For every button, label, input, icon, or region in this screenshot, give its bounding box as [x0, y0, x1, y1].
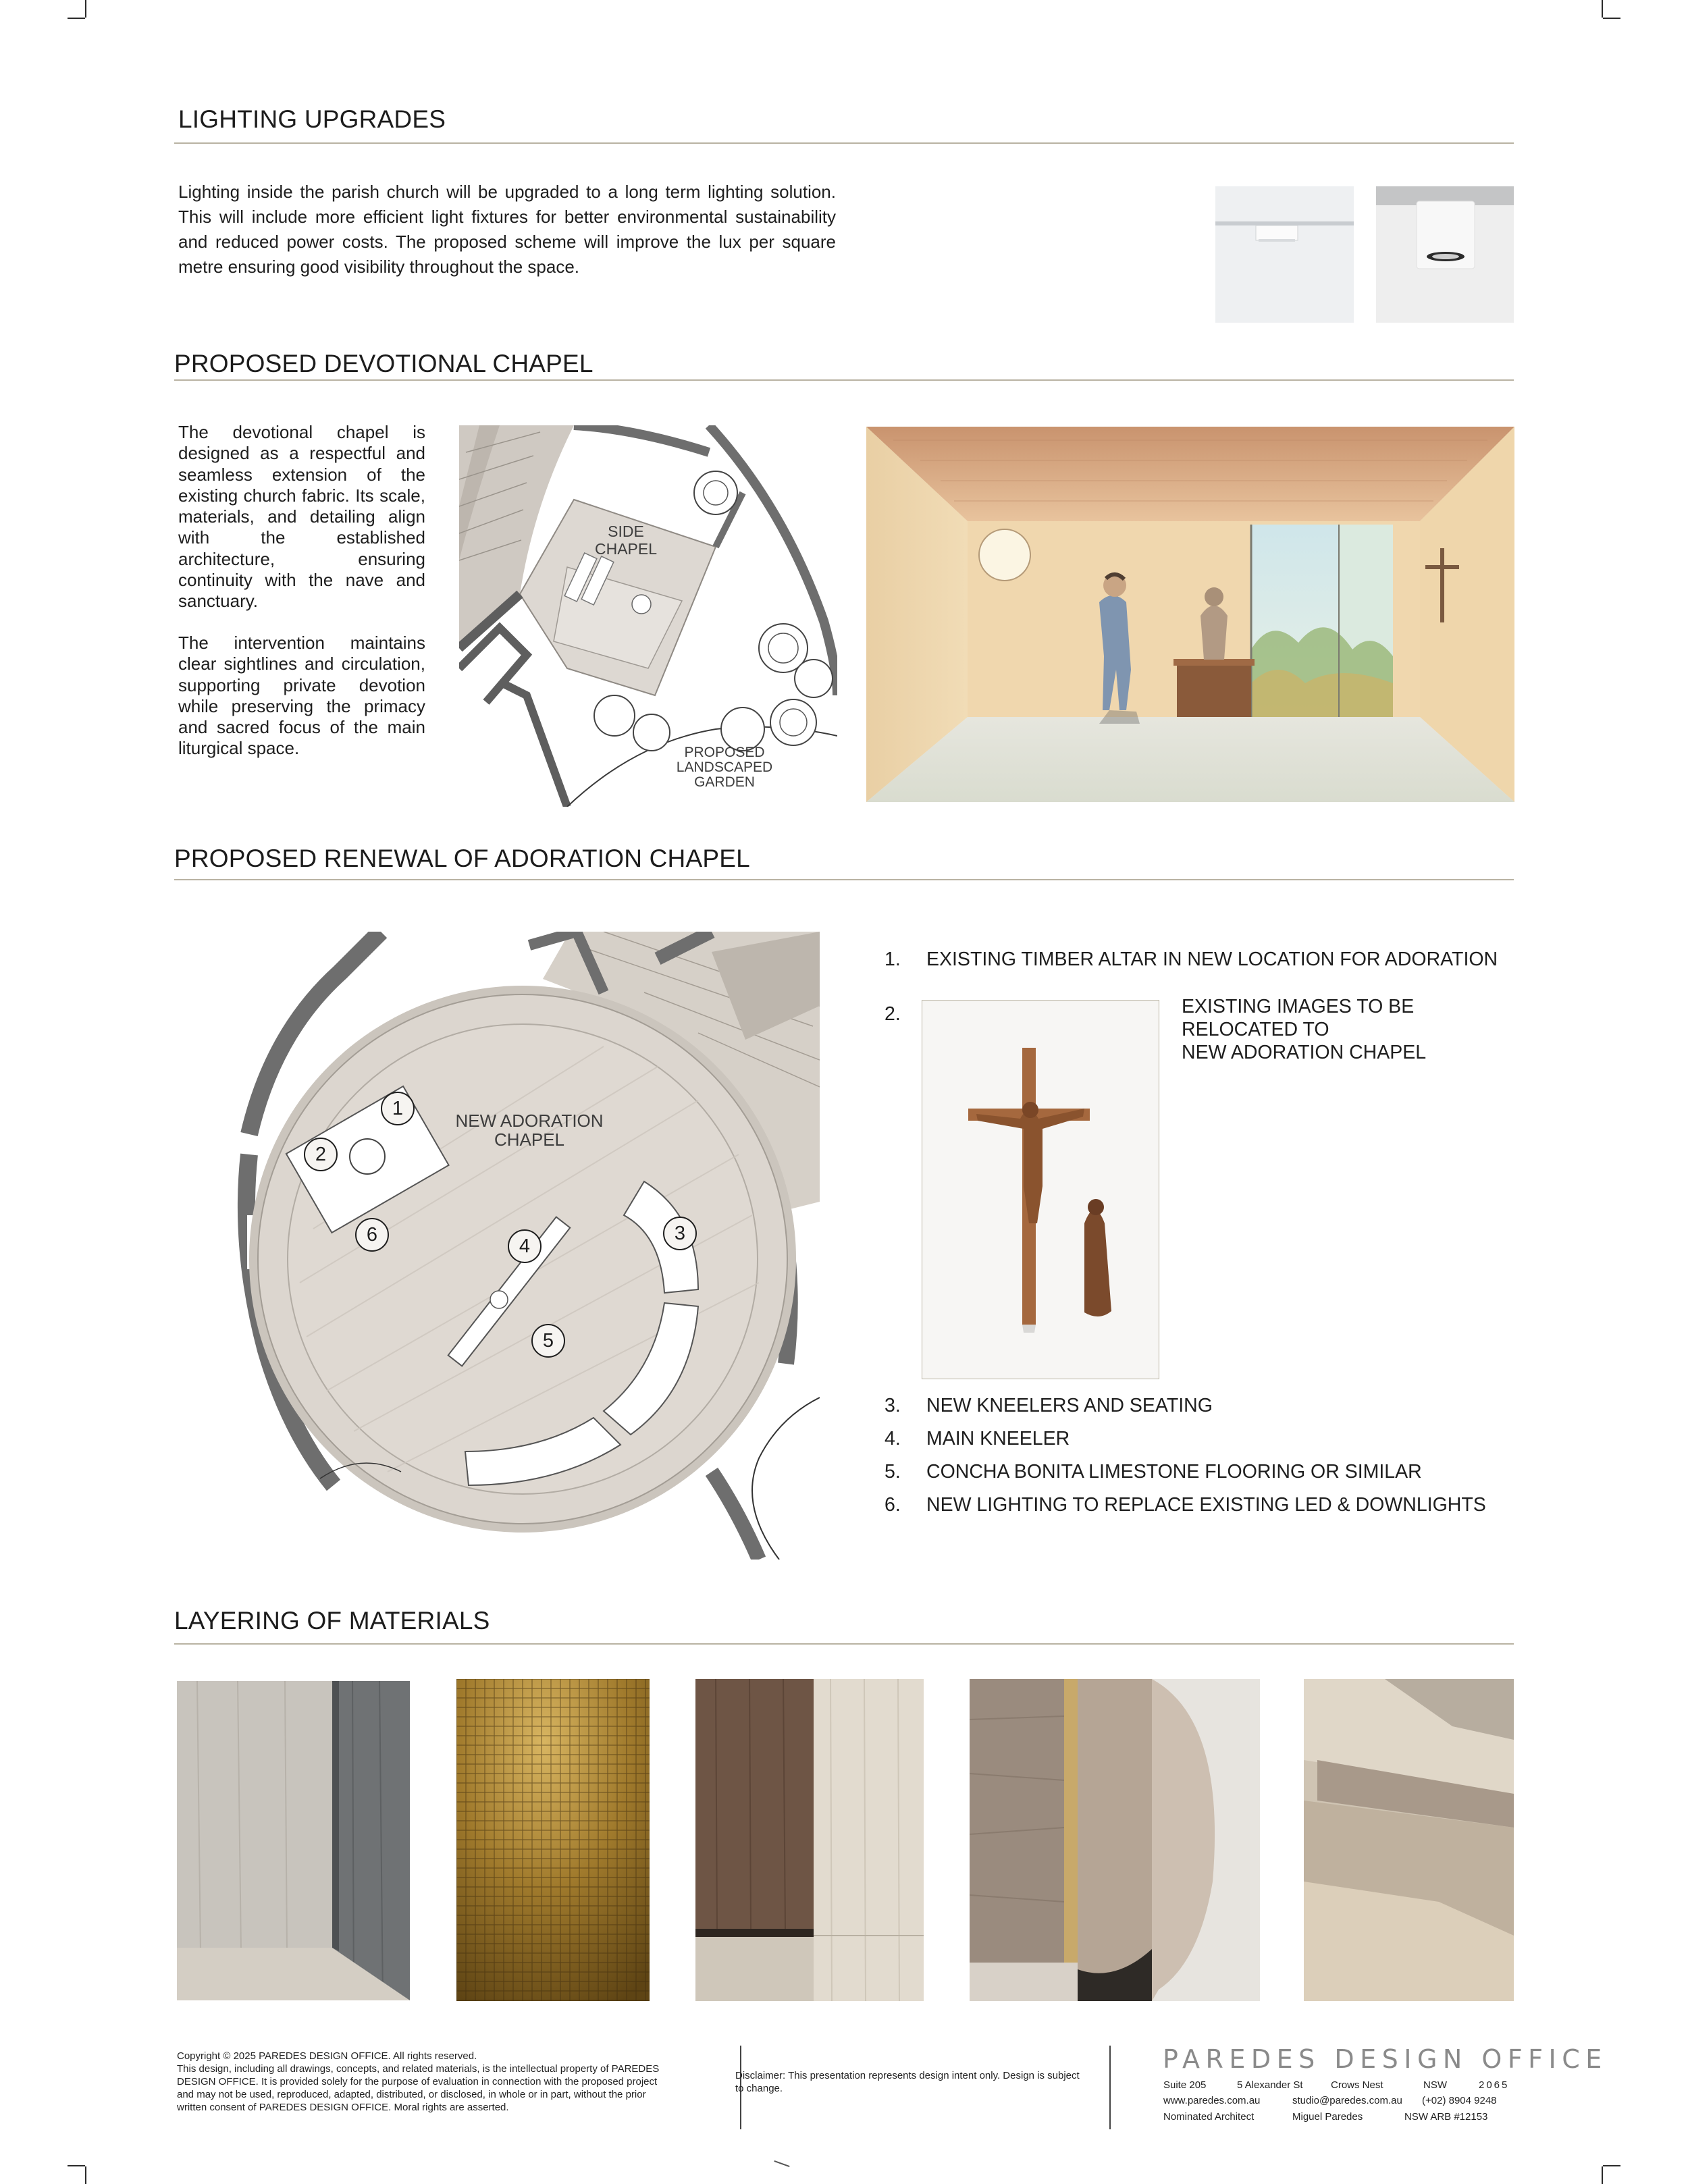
note-number: 4. [885, 1428, 901, 1449]
crop-mark [1603, 2165, 1620, 2166]
arb-registration: NSW ARB #12153 [1404, 2111, 1488, 2123]
crop-mark [68, 18, 85, 19]
devotional-para-1: The devotional chapel is designed as a respectful and seamless extension of the existing church fabric. Its scale, materials, and detailing align with the established architecture, ensuring continuity with the nave and sanctuary. [178, 422, 425, 612]
adoration-chapel-label [455, 1111, 604, 1149]
note-item-6 [885, 1494, 1486, 1516]
devotional-rule [174, 379, 1514, 381]
note-item-4 [885, 1428, 1070, 1450]
note-line: RELOCATED TO [1182, 1019, 1329, 1040]
material-gold-mosaic [456, 1679, 650, 2001]
note-item-5 [885, 1461, 1422, 1483]
adoration-chapel-plan [226, 932, 820, 1560]
lighting-rule [174, 142, 1514, 144]
copyright-line: Copyright © 2025 PAREDES DESIGN OFFICE. All rights reserved. [177, 2050, 477, 2062]
email-link[interactable]: studio@paredes.com.au [1292, 2095, 1402, 2106]
garden-label [674, 745, 775, 790]
material-travertine-stone [177, 1681, 410, 2000]
website-link[interactable]: www.paredes.com.au [1163, 2095, 1261, 2106]
marker-2: 2 [304, 1138, 338, 1171]
copyright-notice [177, 2050, 663, 2114]
disclaimer: Disclaimer: This presentation represents design intent only. Design is subject to change. [735, 2070, 1080, 2094]
note-text: MAIN KNEELER [926, 1428, 1070, 1449]
materials-rule [174, 1643, 1514, 1645]
note-item-1 [885, 949, 1498, 971]
downlight-image [1376, 186, 1514, 323]
crop-mark [1603, 18, 1620, 19]
marker-5: 5 [531, 1324, 565, 1358]
devotional-title: PROPOSED DEVOTIONAL CHAPEL [174, 350, 594, 377]
marker-1: 1 [381, 1092, 415, 1125]
note-number: 1. [885, 949, 901, 970]
garden-label-line: GARDEN [694, 774, 755, 790]
side-chapel-label: SIDE CHAPEL [594, 523, 658, 558]
copyright-body: This design, including all drawings, concepts, and related materials, is the intellectual property of PAREDES DESIGN OFFICE. It is provided solely for the purpose of evaluation in connection with the proposed project and may not be used, reproduced, adapted, distributed, or disclosed, in whole or in part, without the prior written consent of PAREDES DESIGN OFFICE. Moral rights are asserted. [177, 2063, 660, 2113]
note-item-3 [885, 1395, 1213, 1417]
note-text: EXISTING TIMBER ALTAR IN NEW LOCATION FOR ADORATION [926, 949, 1498, 970]
devotional-chapel-render [866, 427, 1514, 802]
garden-label-line: PROPOSED [684, 745, 765, 760]
crop-mark [85, 2166, 86, 2184]
phone-number: (+02) 8904 9248 [1422, 2095, 1497, 2106]
architect-name: Miguel Paredes [1292, 2111, 1363, 2123]
marker-3: 3 [663, 1217, 697, 1250]
note-item-2-text [1182, 995, 1426, 1064]
address-street: 5 Alexander St [1237, 2079, 1303, 2091]
material-travertine-steps [1304, 1679, 1514, 2001]
material-curved-stone-brass [970, 1679, 1260, 2001]
note-line: EXISTING IMAGES TO BE [1182, 996, 1415, 1017]
adoration-label-line: NEW ADORATION [455, 1111, 604, 1131]
address-suburb: Crows Nest [1331, 2079, 1383, 2091]
side-chapel-plan [459, 425, 837, 807]
devotional-para-2: The intervention maintains clear sightlines and circulation, supporting private devotion while preserving the primacy and sacred focus of the main liturgical space. [178, 633, 425, 759]
crucifix-image [922, 1000, 1159, 1379]
adoration-rule [174, 879, 1514, 880]
marker-4: 4 [508, 1229, 542, 1263]
note-item-2-number: 2. [885, 1003, 901, 1025]
address-state: NSW [1423, 2079, 1447, 2091]
lighting-body: Lighting inside the parish church will be upgraded to a long term lighting solution. This will include more efficient light fixtures for better environmental sustainability and reduced power costs. The proposed scheme will improve the lux per square metre ensuring good visibility throughout the space. [178, 182, 836, 277]
crop-mark [68, 2165, 85, 2166]
address-suite: Suite 205 [1163, 2079, 1207, 2091]
nominated-architect-label: Nominated Architect [1163, 2111, 1255, 2123]
address-postcode: 2065 [1479, 2079, 1510, 2091]
note-text: NEW KNEELERS AND SEATING [926, 1395, 1213, 1416]
adoration-title: PROPOSED RENEWAL OF ADORATION CHAPEL [174, 845, 750, 872]
note-text: CONCHA BONITA LIMESTONE FLOORING OR SIMILAR [926, 1461, 1422, 1483]
marker-6: 6 [355, 1218, 389, 1252]
note-number: 6. [885, 1494, 901, 1516]
garden-label-line: LANDSCAPED [676, 760, 773, 775]
material-timber-travertine [695, 1679, 924, 2001]
crop-mark [1602, 0, 1603, 18]
note-number: 3. [885, 1395, 901, 1416]
track-light-image [1215, 186, 1354, 323]
note-number: 5. [885, 1461, 901, 1483]
materials-title: LAYERING OF MATERIALS [174, 1607, 490, 1634]
note-line: NEW ADORATION CHAPEL [1182, 1042, 1427, 1063]
crop-mark [1602, 2166, 1603, 2184]
brand-logo-text: PAREDES DESIGN OFFICE [1163, 2044, 1608, 2074]
note-text: NEW LIGHTING TO REPLACE EXISTING LED & DOWNLIGHTS [926, 1494, 1486, 1516]
crop-mark [85, 0, 86, 18]
adoration-label-line: CHAPEL [494, 1129, 565, 1150]
page-mark [774, 2160, 789, 2167]
footer-divider [1109, 2046, 1111, 2129]
lighting-title: LIGHTING UPGRADES [178, 105, 446, 133]
